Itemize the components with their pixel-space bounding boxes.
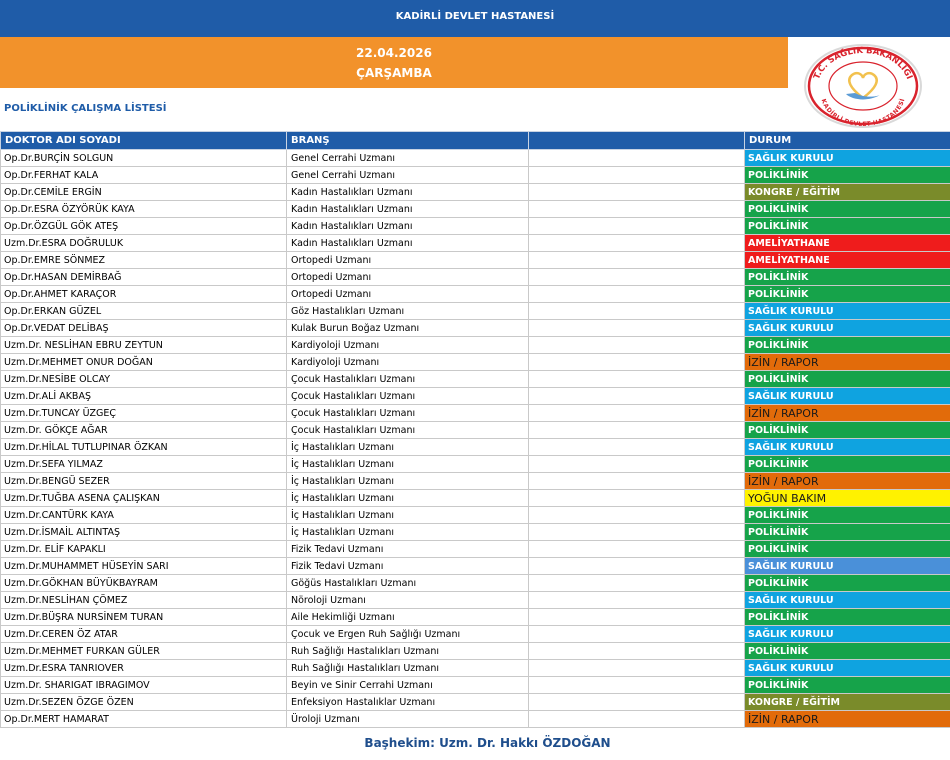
status-badge: AMELİYATHANE xyxy=(745,235,950,252)
doctor-name-cell: Op.Dr.ESRA ÖZYÖRÜK KAYA xyxy=(1,201,287,218)
doctor-name-cell: Uzm.Dr.MUHAMMET HÜSEYİN SARI xyxy=(1,558,287,575)
branch-cell: Kulak Burun Boğaz Uzmanı xyxy=(287,320,529,337)
table-row xyxy=(1,337,950,354)
empty-cell xyxy=(529,473,745,490)
ministry-logo xyxy=(800,42,926,128)
branch-cell: Çocuk Hastalıkları Uzmanı xyxy=(287,388,529,405)
empty-cell xyxy=(529,167,745,184)
empty-cell xyxy=(529,456,745,473)
header-doctor-name: DOKTOR ADI SOYADI xyxy=(1,132,287,150)
table-header-row xyxy=(1,132,950,150)
doctor-name-cell: Uzm.Dr.SEZEN ÖZGE ÖZEN xyxy=(1,694,287,711)
branch-cell: Kardiyoloji Uzmanı xyxy=(287,354,529,371)
date-banner xyxy=(0,37,788,88)
header-status: DURUM xyxy=(745,132,950,150)
branch-cell: Kadın Hastalıkları Uzmanı xyxy=(287,184,529,201)
table-row xyxy=(1,201,950,218)
doctor-name-cell: Uzm.Dr. SHARIGAT IBRAGIMOV xyxy=(1,677,287,694)
status-badge: SAĞLIK KURULU xyxy=(745,592,950,609)
empty-cell xyxy=(529,422,745,439)
branch-cell: Enfeksiyon Hastalıklar Uzmanı xyxy=(287,694,529,711)
status-badge: POLİKLİNİK xyxy=(745,167,950,184)
status-badge: POLİKLİNİK xyxy=(745,507,950,524)
duty-table xyxy=(0,131,950,728)
branch-cell: İç Hastalıkları Uzmanı xyxy=(287,473,529,490)
status-badge: SAĞLIK KURULU xyxy=(745,439,950,456)
table-row xyxy=(1,541,950,558)
empty-cell xyxy=(529,558,745,575)
doctor-name-cell: Op.Dr.EMRE SÖNMEZ xyxy=(1,252,287,269)
status-badge: POLİKLİNİK xyxy=(745,337,950,354)
empty-cell xyxy=(529,184,745,201)
status-badge: POLİKLİNİK xyxy=(745,456,950,473)
empty-cell xyxy=(529,405,745,422)
table-row xyxy=(1,575,950,592)
table-row xyxy=(1,235,950,252)
doctor-name-cell: Uzm.Dr.ESRA TANRIOVER xyxy=(1,660,287,677)
branch-cell: Genel Cerrahi Uzmanı xyxy=(287,150,529,167)
empty-cell xyxy=(529,524,745,541)
status-badge: SAĞLIK KURULU xyxy=(745,303,950,320)
empty-cell xyxy=(529,201,745,218)
doctor-name-cell: Uzm.Dr. NESLİHAN EBRU ZEYTUN xyxy=(1,337,287,354)
branch-cell: Kadın Hastalıkları Uzmanı xyxy=(287,235,529,252)
branch-cell: Fizik Tedavi Uzmanı xyxy=(287,558,529,575)
empty-cell xyxy=(529,711,745,728)
table-row xyxy=(1,371,950,388)
logo-bottom-text: KADİRLİ DEVLET HASTANESİ xyxy=(819,98,907,128)
branch-cell: Fizik Tedavi Uzmanı xyxy=(287,541,529,558)
empty-cell xyxy=(529,320,745,337)
table-row xyxy=(1,252,950,269)
table-row xyxy=(1,184,950,201)
table-row xyxy=(1,490,950,507)
chief-physician: Başhekim: Uzm. Dr. Hakkı ÖZDOĞAN xyxy=(364,736,611,750)
day-text: ÇARŞAMBA xyxy=(356,66,432,80)
header-empty xyxy=(529,132,745,150)
table-row xyxy=(1,694,950,711)
doctor-name-cell: Uzm.Dr.ESRA DOĞRULUK xyxy=(1,235,287,252)
status-badge: POLİKLİNİK xyxy=(745,422,950,439)
doctor-name-cell: Uzm.Dr.NESİBE OLCAY xyxy=(1,371,287,388)
table-row xyxy=(1,218,950,235)
doctor-name-cell: Uzm.Dr.SEFA YILMAZ xyxy=(1,456,287,473)
status-badge: KONGRE / EĞİTİM xyxy=(745,184,950,201)
hospital-title: KADİRLİ DEVLET HASTANESİ xyxy=(0,0,950,37)
empty-cell xyxy=(529,694,745,711)
branch-cell: Genel Cerrahi Uzmanı xyxy=(287,167,529,184)
table-row xyxy=(1,167,950,184)
status-badge: SAĞLIK KURULU xyxy=(745,558,950,575)
status-badge: POLİKLİNİK xyxy=(745,218,950,235)
empty-cell xyxy=(529,575,745,592)
branch-cell: İç Hastalıkları Uzmanı xyxy=(287,490,529,507)
table-row xyxy=(1,150,950,167)
table-row xyxy=(1,558,950,575)
status-badge: POLİKLİNİK xyxy=(745,677,950,694)
table-row xyxy=(1,660,950,677)
doctor-name-cell: Op.Dr.VEDAT DELİBAŞ xyxy=(1,320,287,337)
empty-cell xyxy=(529,354,745,371)
empty-cell xyxy=(529,303,745,320)
doctor-name-cell: Uzm.Dr.BENGÜ SEZER xyxy=(1,473,287,490)
status-badge: KONGRE / EĞİTİM xyxy=(745,694,950,711)
status-badge: POLİKLİNİK xyxy=(745,371,950,388)
table-row xyxy=(1,388,950,405)
empty-cell xyxy=(529,643,745,660)
branch-cell: İç Hastalıkları Uzmanı xyxy=(287,456,529,473)
table-row xyxy=(1,439,950,456)
doctor-name-cell: Uzm.Dr.İSMAİL ALTINTAŞ xyxy=(1,524,287,541)
empty-cell xyxy=(529,371,745,388)
branch-cell: İç Hastalıkları Uzmanı xyxy=(287,507,529,524)
doctor-name-cell: Uzm.Dr.MEHMET ONUR DOĞAN xyxy=(1,354,287,371)
doctor-name-cell: Op.Dr.BURÇİN SOLGUN xyxy=(1,150,287,167)
status-badge: AMELİYATHANE xyxy=(745,252,950,269)
empty-cell xyxy=(529,286,745,303)
branch-cell: Ortopedi Uzmanı xyxy=(287,269,529,286)
status-badge: POLİKLİNİK xyxy=(745,609,950,626)
table-row xyxy=(1,473,950,490)
status-badge: SAĞLIK KURULU xyxy=(745,320,950,337)
table-row xyxy=(1,405,950,422)
empty-cell xyxy=(529,150,745,167)
branch-cell: Çocuk ve Ergen Ruh Sağlığı Uzmanı xyxy=(287,626,529,643)
status-badge: SAĞLIK KURULU xyxy=(745,150,950,167)
doctor-name-cell: Uzm.Dr.BÜŞRA NURSİNEM TURAN xyxy=(1,609,287,626)
table-row xyxy=(1,609,950,626)
empty-cell xyxy=(529,490,745,507)
status-badge: SAĞLIK KURULU xyxy=(745,626,950,643)
branch-cell: Ruh Sağlığı Hastalıkları Uzmanı xyxy=(287,643,529,660)
empty-cell xyxy=(529,218,745,235)
doctor-name-cell: Op.Dr.ERKAN GÜZEL xyxy=(1,303,287,320)
empty-cell xyxy=(529,507,745,524)
doctor-name-cell: Op.Dr.FERHAT KALA xyxy=(1,167,287,184)
empty-cell xyxy=(529,592,745,609)
empty-cell xyxy=(529,252,745,269)
branch-cell: Ortopedi Uzmanı xyxy=(287,286,529,303)
table-row xyxy=(1,269,950,286)
table-row xyxy=(1,677,950,694)
status-badge: İZİN / RAPOR xyxy=(745,473,950,490)
doctor-name-cell: Uzm.Dr.HİLAL TUTLUPINAR ÖZKAN xyxy=(1,439,287,456)
doctor-name-cell: Uzm.Dr.CEREN ÖZ ATAR xyxy=(1,626,287,643)
branch-cell: Kadın Hastalıkları Uzmanı xyxy=(287,218,529,235)
empty-cell xyxy=(529,337,745,354)
branch-cell: Çocuk Hastalıkları Uzmanı xyxy=(287,422,529,439)
table-row xyxy=(1,507,950,524)
branch-cell: Kardiyoloji Uzmanı xyxy=(287,337,529,354)
status-badge: POLİKLİNİK xyxy=(745,286,950,303)
table-row xyxy=(1,592,950,609)
status-badge: SAĞLIK KURULU xyxy=(745,388,950,405)
doctor-name-cell: Uzm.Dr.GÖKHAN BÜYÜKBAYRAM xyxy=(1,575,287,592)
table-row xyxy=(1,286,950,303)
doctor-name-cell: Uzm.Dr.ALİ AKBAŞ xyxy=(1,388,287,405)
empty-cell xyxy=(529,609,745,626)
status-badge: POLİKLİNİK xyxy=(745,541,950,558)
table-row xyxy=(1,303,950,320)
branch-cell: İç Hastalıkları Uzmanı xyxy=(287,439,529,456)
branch-cell: Kadın Hastalıkları Uzmanı xyxy=(287,201,529,218)
branch-cell: Göz Hastalıkları Uzmanı xyxy=(287,303,529,320)
status-badge: SAĞLIK KURULU xyxy=(745,660,950,677)
status-badge: POLİKLİNİK xyxy=(745,575,950,592)
doctor-name-cell: Op.Dr.CEMİLE ERGİN xyxy=(1,184,287,201)
empty-cell xyxy=(529,626,745,643)
table-row xyxy=(1,524,950,541)
status-badge: İZİN / RAPOR xyxy=(745,354,950,371)
date-text: 22.04.2026 xyxy=(356,46,432,60)
doctor-name-cell: Op.Dr.HASAN DEMİRBAĞ xyxy=(1,269,287,286)
branch-cell: Ortopedi Uzmanı xyxy=(287,252,529,269)
table-row xyxy=(1,711,950,728)
doctor-name-cell: Uzm.Dr.MEHMET FURKAN GÜLER xyxy=(1,643,287,660)
status-badge: İZİN / RAPOR xyxy=(745,711,950,728)
branch-cell: Aile Hekimliği Uzmanı xyxy=(287,609,529,626)
status-badge: POLİKLİNİK xyxy=(745,643,950,660)
status-badge: YOĞUN BAKIM xyxy=(745,490,950,507)
status-badge: POLİKLİNİK xyxy=(745,269,950,286)
empty-cell xyxy=(529,388,745,405)
status-badge: İZİN / RAPOR xyxy=(745,405,950,422)
table-row xyxy=(1,643,950,660)
empty-cell xyxy=(529,541,745,558)
status-badge: POLİKLİNİK xyxy=(745,201,950,218)
doctor-name-cell: Op.Dr.MERT HAMARAT xyxy=(1,711,287,728)
branch-cell: Göğüs Hastalıkları Uzmanı xyxy=(287,575,529,592)
doctor-name-cell: Op.Dr.AHMET KARAÇOR xyxy=(1,286,287,303)
empty-cell xyxy=(529,269,745,286)
doctor-name-cell: Uzm.Dr.TUNCAY ÜZGEÇ xyxy=(1,405,287,422)
doctor-name-cell: Uzm.Dr.TUĞBA ASENA ÇALIŞKAN xyxy=(1,490,287,507)
branch-cell: Beyin ve Sinir Cerrahi Uzmanı xyxy=(287,677,529,694)
empty-cell xyxy=(529,439,745,456)
table-row xyxy=(1,354,950,371)
table-row xyxy=(1,626,950,643)
status-badge: POLİKLİNİK xyxy=(745,524,950,541)
doctor-name-cell: Uzm.Dr. ELİF KAPAKLI xyxy=(1,541,287,558)
ministry-logo-icon xyxy=(800,42,926,128)
empty-cell xyxy=(529,235,745,252)
doctor-name-cell: Uzm.Dr.NESLİHAN ÇÖMEZ xyxy=(1,592,287,609)
branch-cell: Çocuk Hastalıkları Uzmanı xyxy=(287,405,529,422)
table-row xyxy=(1,422,950,439)
doctor-name-cell: Uzm.Dr.CANTÜRK KAYA xyxy=(1,507,287,524)
empty-cell xyxy=(529,677,745,694)
table-row xyxy=(1,456,950,473)
branch-cell: Ruh Sağlığı Hastalıkları Uzmanı xyxy=(287,660,529,677)
empty-cell xyxy=(529,660,745,677)
branch-cell: Nöroloji Uzmanı xyxy=(287,592,529,609)
branch-cell: Üroloji Uzmanı xyxy=(287,711,529,728)
doctor-name-cell: Op.Dr.ÖZGÜL GÖK ATEŞ xyxy=(1,218,287,235)
header-branch: BRANŞ xyxy=(287,132,529,150)
branch-cell: İç Hastalıkları Uzmanı xyxy=(287,524,529,541)
list-title: POLİKLİNİK ÇALIŞMA LİSTESİ xyxy=(4,103,167,114)
logo-top-text: T.C. SAĞLIK BAKANLIĞI xyxy=(812,45,915,81)
table-body xyxy=(1,150,950,728)
table-row xyxy=(1,320,950,337)
doctor-name-cell: Uzm.Dr. GÖKÇE AĞAR xyxy=(1,422,287,439)
branch-cell: Çocuk Hastalıkları Uzmanı xyxy=(287,371,529,388)
